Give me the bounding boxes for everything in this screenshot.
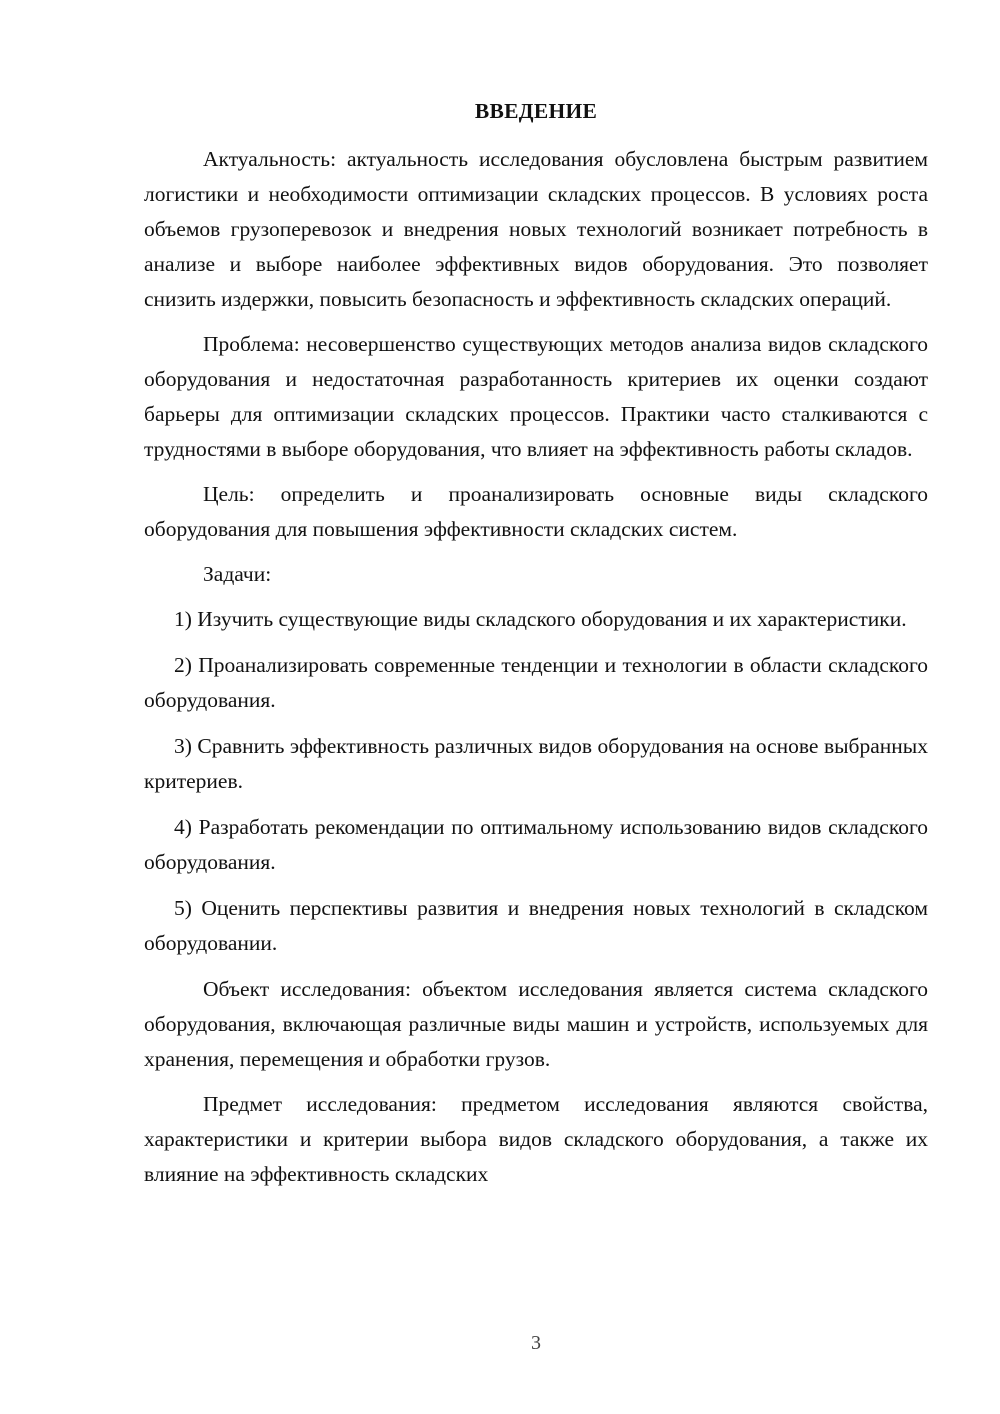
task-item-2: 2) Проанализировать современные тенденции и технологии в области складского оборудования.	[144, 653, 928, 712]
page-number: 3	[531, 1332, 541, 1354]
paragraph-goal: Цель: определить и проанализировать основные виды складского оборудования для повышения эффективности складских систем.	[144, 482, 928, 541]
tasks-heading: Задачи:	[203, 562, 272, 586]
paragraph-relevance: Актуальность: актуальность исследования обусловлена быстрым развитием логистики и необходимости оптимизации складских процессов. В условиях роста объемов грузоперевозок и внедрения новых технологий возникает потребность в анализе и выборе наиболее эффективных видов оборудования. Это позволяет снизить издержки, повысить безопасность и эффективность складских операций.	[144, 147, 928, 311]
task-item-5: 5) Оценить перспективы развития и внедрения новых технологий в складском оборудовании.	[144, 896, 928, 955]
task-item-4: 4) Разработать рекомендации по оптимальному использованию видов складского оборудования.	[144, 815, 928, 874]
task-item-1: 1) Изучить существующие виды складского оборудования и их характеристики.	[174, 607, 907, 631]
paragraph-subject: Предмет исследования: предметом исследования являются свойства, характеристики и критерии выбора видов складского оборудования, а также их влияние на эффективность складских	[144, 1092, 928, 1186]
paragraph-object: Объект исследования: объектом исследования является система складского оборудования, включающая различные виды машин и устройств, используемых для хранения, перемещения и обработки грузов.	[144, 977, 928, 1071]
paragraph-problem: Проблема: несовершенство существующих методов анализа видов складского оборудования и недостаточная разработанность критериев их оценки создают барьеры для оптимизации складских процессов. Практики часто сталкиваются с трудностями в выборе оборудования, что влияет на эффективность работы складов.	[144, 332, 928, 461]
page-content	[144, 96, 928, 1202]
task-item-3: 3) Сравнить эффективность различных видов оборудования на основе выбранных критериев.	[144, 734, 928, 793]
page-title: ВВЕДЕНИЕ	[474, 99, 598, 123]
